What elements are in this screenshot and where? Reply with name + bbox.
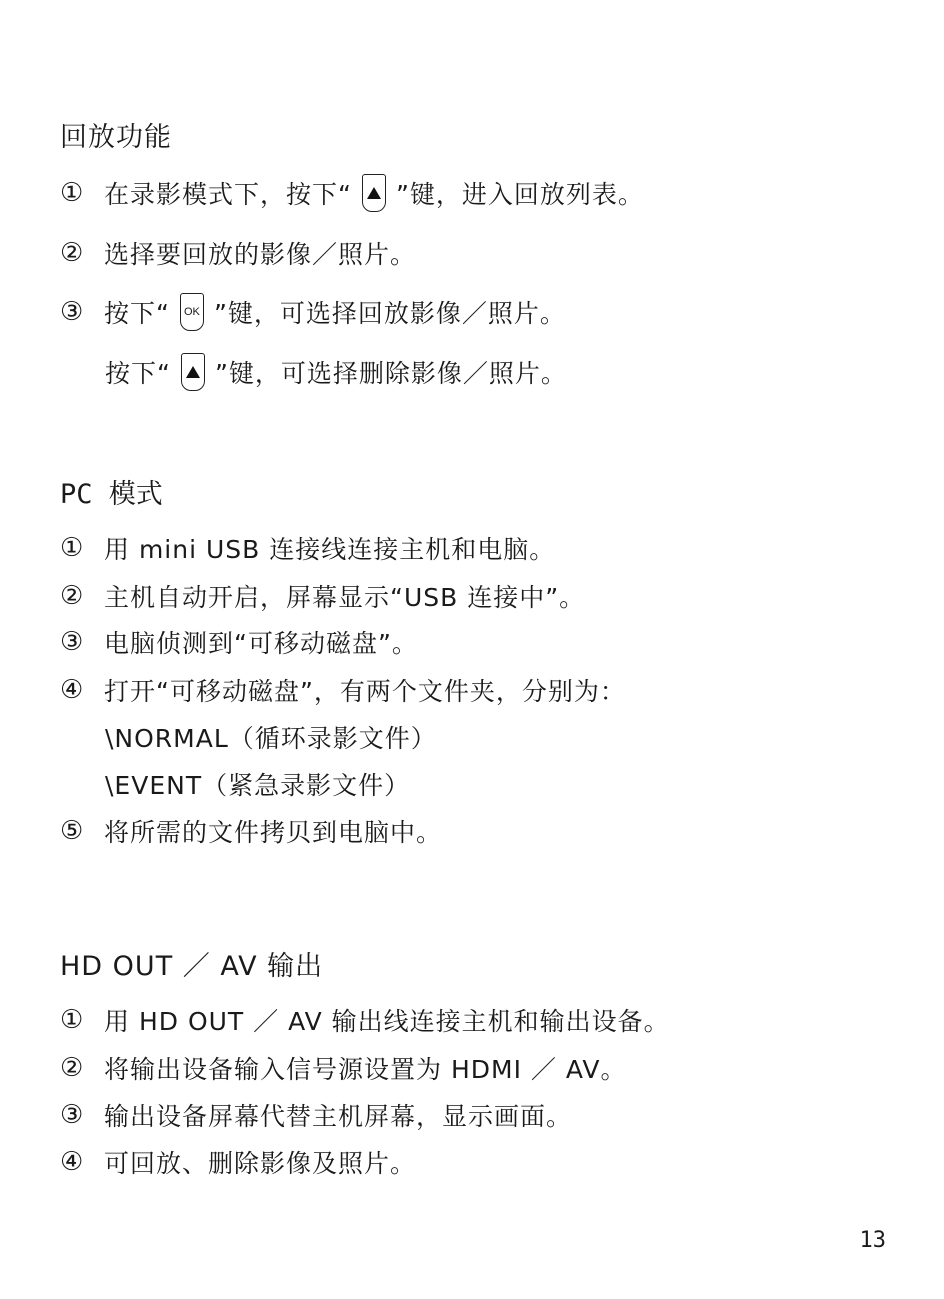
step-text: 电脑侦测到“可移动磁盘”。 [104, 629, 418, 658]
pc-mode-step-5 [60, 811, 442, 851]
playback-heading: 回放功能 [60, 122, 172, 153]
hd-out-step-4 [60, 1142, 416, 1182]
step-text: 选择要回放的影像／照片。 [104, 240, 417, 269]
step-text-pre: 按下“ [105, 359, 171, 388]
page-number: 13 [859, 1228, 886, 1253]
folder-normal: \NORMAL（循环录影文件） [105, 724, 437, 753]
ok-key-label: OK [184, 306, 200, 318]
pc-mode-step-4 [60, 670, 626, 710]
playback-step-3-delete [105, 352, 567, 392]
pc-mode-heading [60, 472, 163, 511]
playback-step-3 [60, 292, 566, 332]
hd-out-heading: HD OUT ／ AV 输出 [60, 951, 324, 982]
step-number: ① [60, 178, 85, 208]
step-number: ④ [60, 675, 85, 705]
pc-mode-title: PC 模式 [60, 479, 163, 510]
playback-step-1 [60, 173, 644, 213]
pc-mode-step-1 [60, 528, 555, 568]
step-text: 将输出设备输入信号源设置为 HDMI ／ AV。 [104, 1055, 627, 1084]
hd-out-step-2 [60, 1048, 626, 1088]
hd-out-step-3 [60, 1095, 572, 1135]
step-text: 输出设备屏幕代替主机屏幕，显示画面。 [104, 1102, 573, 1131]
step-number: ③ [60, 1100, 85, 1130]
step-text-pre: 按下“ [104, 299, 170, 328]
step-text: 打开“可移动磁盘”，有两个文件夹，分别为： [104, 677, 626, 706]
ok-key-icon [180, 293, 204, 331]
up-triangle-key-icon [362, 174, 386, 212]
step-text: 用 HD OUT ／ AV 输出线连接主机和输出设备。 [104, 1007, 670, 1036]
pc-mode-step-3 [60, 622, 418, 662]
step-text-pre: 在录影模式下，按下“ [104, 180, 352, 209]
step-text-post: ”键，可选择删除影像／照片。 [214, 359, 567, 388]
hd-out-step-1 [60, 1000, 670, 1040]
step-number: ③ [60, 297, 85, 327]
playback-step-2 [60, 233, 416, 273]
step-text-post: ”键，进入回放列表。 [395, 180, 644, 209]
step-text: 主机自动开启，屏幕显示“USB 连接中”。 [104, 583, 586, 612]
step-number: ③ [60, 627, 85, 657]
step-text: 将所需的文件拷贝到电脑中。 [104, 818, 443, 847]
step-number: ② [60, 1053, 85, 1083]
up-triangle-key-icon [181, 353, 205, 391]
step-number: ② [60, 581, 85, 611]
step-number: ① [60, 1005, 85, 1035]
folder-event: \EVENT（紧急录影文件） [105, 771, 411, 800]
step-number: ④ [60, 1147, 85, 1177]
step-number: ⑤ [60, 816, 85, 846]
step-text: 可回放、删除影像及照片。 [104, 1149, 417, 1178]
pc-mode-step-2 [60, 576, 585, 616]
step-text: 用 mini USB 连接线连接主机和电脑。 [104, 535, 556, 564]
step-number: ① [60, 533, 85, 563]
step-number: ② [60, 238, 85, 268]
step-text-post: ”键，可选择回放影像／照片。 [213, 299, 566, 328]
